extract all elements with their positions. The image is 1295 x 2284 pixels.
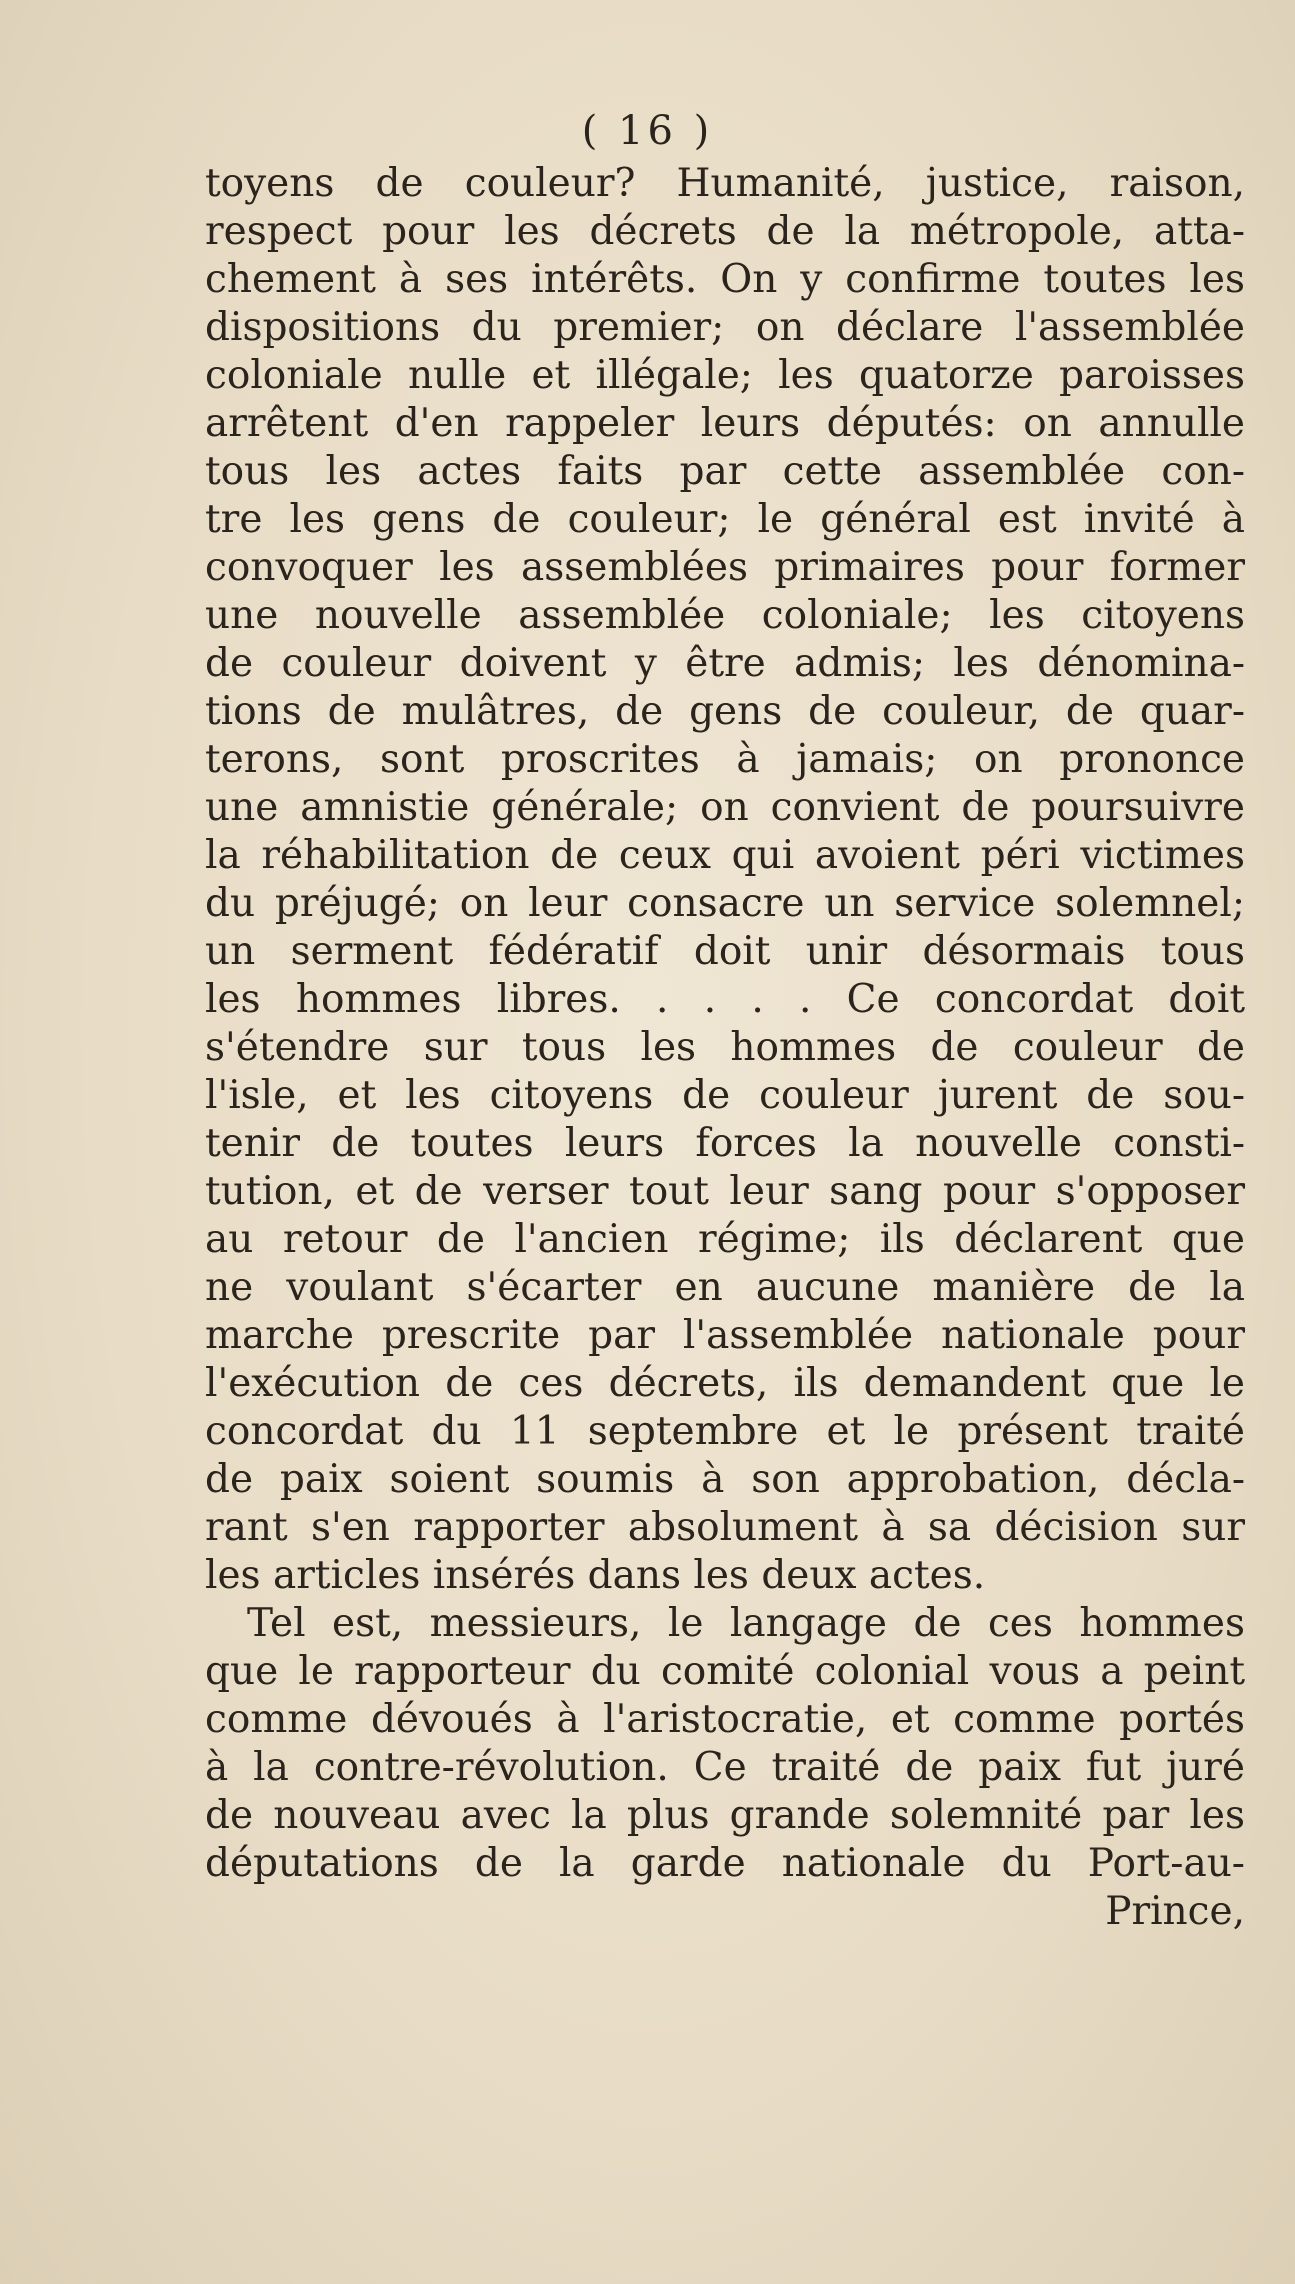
text-line: arrêtent d'en rappeler leurs députés: on annulle: [205, 401, 1245, 446]
text-line: de paix soient soumis à son approbation, décla-: [205, 1457, 1245, 1502]
text-line: les hommes libres. . . . . Ce concordat doit: [205, 977, 1245, 1022]
text-line: tution, et de verser tout leur sang pour s'opposer: [205, 1169, 1245, 1214]
text-line: rant s'en rapporter absolument à sa décision sur: [205, 1505, 1245, 1550]
text-line: députations de la garde nationale du Port-au-: [205, 1841, 1245, 1886]
text-line: de couleur doivent y être admis; les dénomina-: [205, 641, 1245, 686]
text-line: respect pour les décrets de la métropole, atta-: [205, 209, 1245, 254]
text-line: la réhabilitation de ceux qui avoient péri victimes: [205, 833, 1245, 878]
text-line: de nouveau avec la plus grande solemnité par les: [205, 1793, 1245, 1838]
text-line: du préjugé; on leur consacre un service solemnel;: [205, 881, 1245, 926]
text-line: les articles insérés dans les deux actes.: [205, 1553, 986, 1598]
text-line: tous les actes faits par cette assemblée con-: [205, 449, 1245, 494]
text-line: dispositions du premier; on déclare l'assemblée: [205, 305, 1245, 350]
text-line: Tel est, messieurs, le langage de ces hommes: [247, 1601, 1245, 1646]
text-line: tre les gens de couleur; le général est invité à: [205, 497, 1245, 542]
text-line: s'étendre sur tous les hommes de couleur de: [205, 1025, 1245, 1070]
text-line: tenir de toutes leurs forces la nouvelle consti-: [205, 1121, 1245, 1166]
text-line: une nouvelle assemblée coloniale; les citoyens: [205, 593, 1245, 638]
text-line: marche prescrite par l'assemblée nationale pour: [205, 1313, 1245, 1358]
text-line: comme dévoués à l'aristocratie, et comme portés: [205, 1697, 1245, 1742]
text-line: à la contre-révolution. Ce traité de paix fut juré: [205, 1745, 1245, 1790]
text-line: que le rapporteur du comité colonial vous a peint: [205, 1649, 1245, 1694]
text-line: l'exécution de ces décrets, ils demandent que le: [205, 1361, 1245, 1406]
text-line: une amnistie générale; on convient de poursuivre: [205, 785, 1245, 830]
text-line: un serment fédératif doit unir désormais tous: [205, 929, 1245, 974]
page-number: ( 16 ): [581, 108, 714, 154]
text-line: au retour de l'ancien régime; ils déclarent que: [205, 1217, 1245, 1262]
text-line: ne voulant s'écarter en aucune manière de la: [205, 1265, 1245, 1310]
text-line: concordat du 11 septembre et le présent traité: [205, 1409, 1245, 1454]
text-line: l'isle, et les citoyens de couleur jurent de sou-: [205, 1073, 1245, 1118]
text-line: tions de mulâtres, de gens de couleur, de quar-: [205, 689, 1245, 734]
text-line: convoquer les assemblées primaires pour former: [205, 545, 1245, 590]
text-line: terons, sont proscrites à jamais; on prononce: [205, 737, 1245, 782]
body-text: [205, 160, 1245, 1936]
text-line: coloniale nulle et illégale; les quatorze paroisses: [205, 353, 1245, 398]
catchword: Prince,: [1105, 1889, 1245, 1934]
paragraph-1: [205, 160, 1245, 1600]
text-line: chement à ses intérêts. On y confirme toutes les: [205, 257, 1245, 302]
text-line: toyens de couleur? Humanité, justice, raison,: [205, 161, 1245, 206]
paragraph-2: [205, 1600, 1245, 1888]
